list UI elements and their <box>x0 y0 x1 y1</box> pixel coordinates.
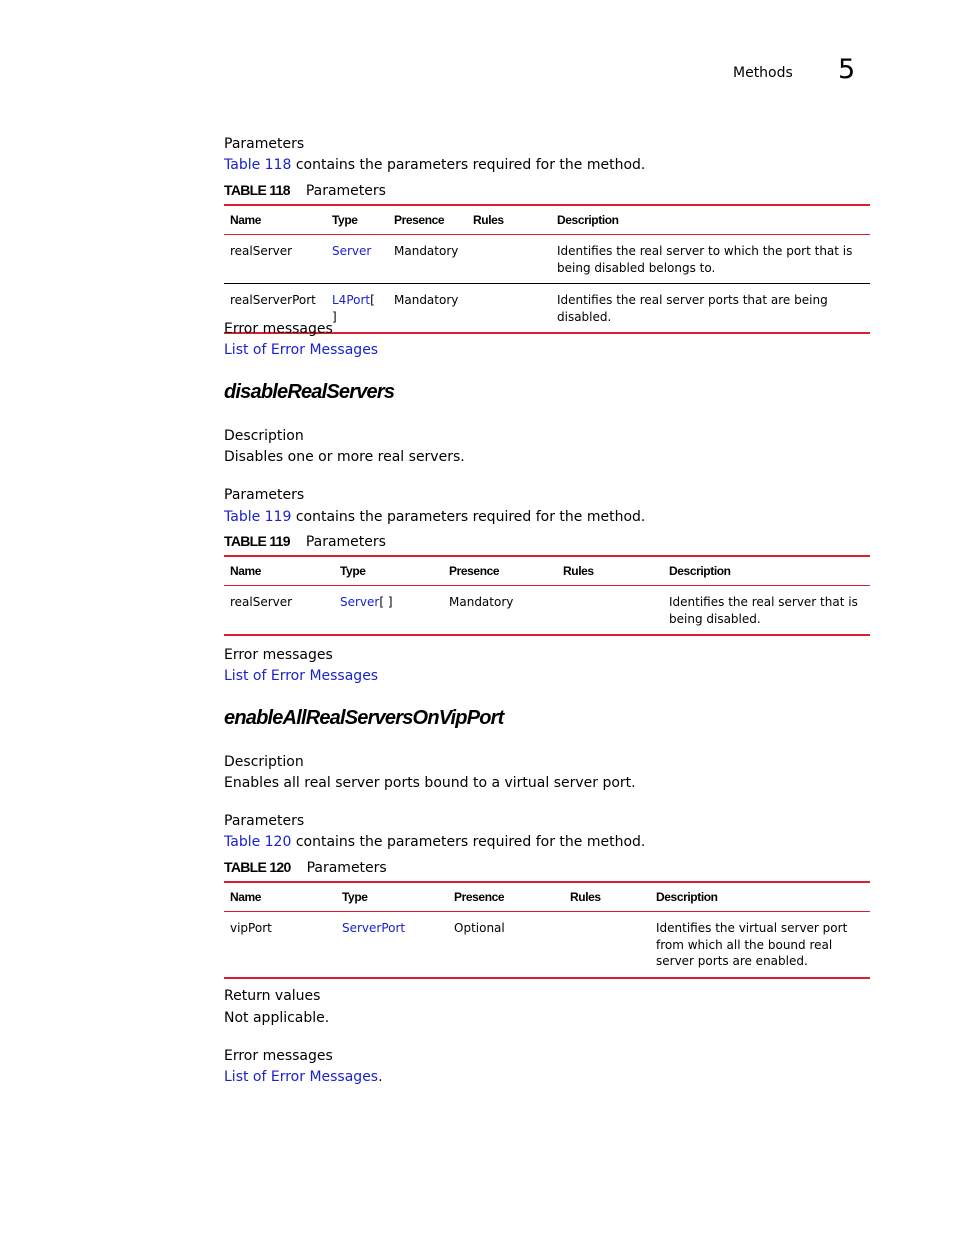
param-type <box>326 235 388 284</box>
table-120-caption <box>224 859 387 876</box>
error-messages-heading: Error messages <box>224 321 333 337</box>
error-messages-link[interactable]: List of Error Messages <box>224 668 379 684</box>
table-header-row <box>224 882 870 912</box>
method-title-disable-real-servers: disableRealServers <box>224 381 395 403</box>
table-title: Parameters <box>305 534 386 550</box>
table-number: TABLE 118 <box>224 182 290 198</box>
param-type <box>336 912 448 978</box>
error-messages-heading: Error messages <box>224 647 333 663</box>
method-title-enable-all-real-servers-on-vip-port: enableAllRealServersOnVipPort <box>224 707 504 729</box>
param-description: Identifies the real server ports that are being disabled. <box>557 293 828 324</box>
return-values-heading: Return values <box>224 988 321 1004</box>
column-header-description: Description <box>656 890 718 904</box>
description-heading: Description <box>224 428 304 444</box>
table-row <box>224 235 870 284</box>
table-119-caption <box>224 533 386 550</box>
column-header-name: Name <box>230 890 262 904</box>
running-header-section: Methods <box>733 65 793 81</box>
param-name: realServer <box>230 595 293 609</box>
param-rules <box>467 284 551 334</box>
param-description: Identifies the real server that is being disabled. <box>669 595 858 626</box>
param-rules <box>467 235 551 284</box>
table-title: Parameters <box>306 860 387 876</box>
error-messages-link[interactable]: List of Error Messages <box>224 1069 379 1085</box>
column-header-rules: Rules <box>570 890 601 904</box>
column-header-rules: Rules <box>473 213 504 227</box>
param-description: Identifies the virtual server port from which all the bound real server ports are enabled. <box>656 921 848 968</box>
parameters-heading: Parameters <box>224 136 305 152</box>
column-header-type: Type <box>340 564 366 578</box>
table-row <box>224 586 870 636</box>
return-values-text: Not applicable. <box>224 1010 330 1026</box>
table-number: TABLE 119 <box>224 533 290 549</box>
parameters-intro <box>224 834 645 850</box>
type-link[interactable]: L4Port <box>332 293 371 307</box>
parameters-heading: Parameters <box>224 487 305 503</box>
parameters-heading: Parameters <box>224 813 305 829</box>
param-description: Identifies the real server to which the port that is being disabled belongs to. <box>557 244 853 275</box>
column-header-rules: Rules <box>563 564 594 578</box>
parameters-intro <box>224 157 645 173</box>
param-name: realServerPort <box>230 293 316 307</box>
description-text: Disables one or more real servers. <box>224 449 465 465</box>
column-header-name: Name <box>230 213 262 227</box>
column-header-name: Name <box>230 564 262 578</box>
type-suffix: [ ] <box>332 293 375 324</box>
param-type <box>326 284 388 334</box>
table-118-link[interactable]: Table 118 <box>224 157 292 173</box>
param-presence: Mandatory <box>394 293 459 307</box>
column-header-presence: Presence <box>454 890 505 904</box>
param-type <box>334 586 443 636</box>
table-row <box>224 912 870 978</box>
table-120-link[interactable]: Table 120 <box>224 834 292 850</box>
column-header-description: Description <box>669 564 731 578</box>
error-messages-heading: Error messages <box>224 1048 333 1064</box>
column-header-type: Type <box>332 213 358 227</box>
table-title: Parameters <box>305 183 386 199</box>
type-link[interactable]: ServerPort <box>342 921 406 935</box>
table-118-caption <box>224 182 386 199</box>
table-header-row <box>224 205 870 235</box>
parameters-intro-text: contains the parameters required for the method. <box>291 157 646 173</box>
column-header-presence: Presence <box>449 564 500 578</box>
parameters-intro-text: contains the parameters required for the method. <box>291 509 646 525</box>
table-header-row <box>224 556 870 586</box>
param-name: vipPort <box>230 921 272 935</box>
chapter-number: 5 <box>838 54 856 85</box>
parameters-intro <box>224 509 645 525</box>
column-header-description: Description <box>557 213 619 227</box>
param-presence: Mandatory <box>394 244 459 258</box>
error-messages-line <box>224 1069 383 1085</box>
type-suffix: [ ] <box>379 595 393 609</box>
table-120 <box>224 881 870 979</box>
column-header-type: Type <box>342 890 368 904</box>
param-rules <box>557 586 663 636</box>
parameters-intro-text: contains the parameters required for the method. <box>291 834 646 850</box>
table-119 <box>224 555 870 636</box>
error-messages-link[interactable]: List of Error Messages <box>224 342 379 358</box>
description-heading: Description <box>224 754 304 770</box>
error-messages-suffix: . <box>378 1069 383 1085</box>
table-number: TABLE 120 <box>224 859 291 875</box>
param-rules <box>564 912 650 978</box>
column-header-presence: Presence <box>394 213 445 227</box>
param-presence: Mandatory <box>449 595 514 609</box>
description-text: Enables all real server ports bound to a virtual server port. <box>224 775 636 791</box>
table-119-link[interactable]: Table 119 <box>224 509 292 525</box>
type-link[interactable]: Server <box>340 595 380 609</box>
type-link[interactable]: Server <box>332 244 372 258</box>
param-presence: Optional <box>454 921 505 935</box>
param-name: realServer <box>230 244 293 258</box>
table-118 <box>224 204 870 334</box>
